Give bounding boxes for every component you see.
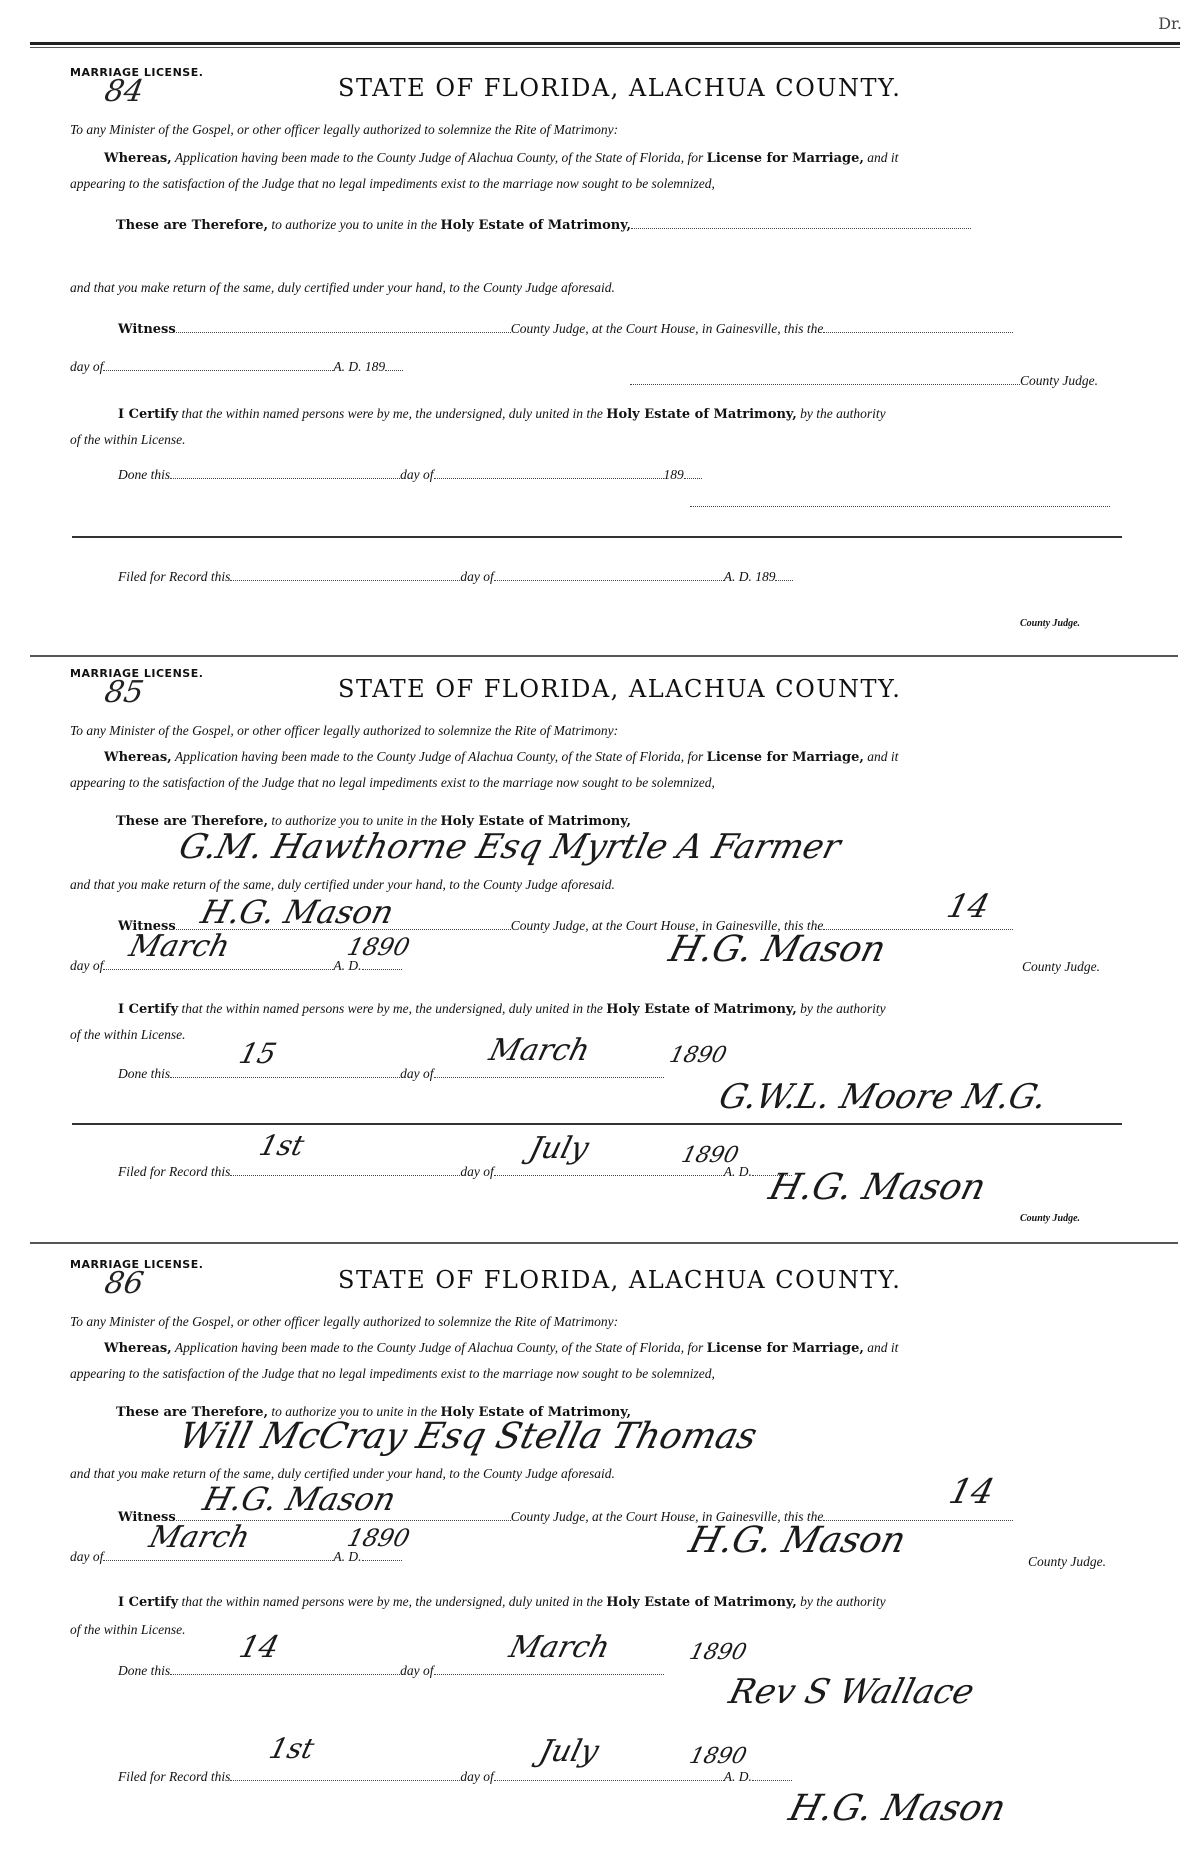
certify-line: I Certify that the within named persons were by me, the undersigned, duly united in the Holy Estate of Matrimony, by the authority (118, 1594, 886, 1610)
filed-year: 1890 (678, 1143, 742, 1168)
whereas-line: Whereas, Application having been made to the County Judge of Alachua County, of the State of Florida, for License for Marriage, and it (104, 1340, 899, 1356)
filed-month: July (535, 1734, 603, 1769)
license-month: March (125, 929, 234, 964)
whereas-line: Whereas, Application having been made to the County Judge of Alachua County, of the State of Florida, for License for Marriage, and it (104, 150, 899, 166)
these-are-line: These are Therefore, to authorize you to unite in the Holy Estate of Matrimony, (116, 216, 971, 233)
couple-names: Will McCray Esq Stella Thomas (174, 1416, 762, 1457)
county-judge-line: County Judge. (1028, 1554, 1106, 1569)
officiant-signature: G.W.L. Moore M.G. (715, 1077, 1052, 1117)
filing-rule (72, 536, 1122, 538)
whereas-line: Whereas, Application having been made to the County Judge of Alachua County, of the State of Florida, for License for Marriage, and it (104, 749, 899, 765)
license-label: MARRIAGE LICENSE. (70, 66, 204, 79)
appearing-line: appearing to the satisfaction of the Judge that no legal impediments exist to the marriage now sought to be solemnized, (70, 176, 715, 191)
witness-line: Witness County Judge, at the Court House, in Gainesville, this the (118, 1508, 1013, 1525)
license-number: 85 (101, 675, 147, 710)
day-of-line: day of A. D. 189 (70, 358, 403, 375)
county-judge-small: County Judge. (1020, 1213, 1081, 1224)
done-day: 15 (235, 1037, 280, 1070)
filed-signature: H.G. Mason (764, 1167, 990, 1208)
top-border (30, 42, 1180, 45)
witness-signature: H.G. Mason (197, 893, 398, 931)
license-title: STATE OF FLORIDA, ALACHUA COUNTY. (338, 1266, 902, 1294)
done-month: March (485, 1033, 594, 1068)
these-are-line: These are Therefore, to authorize you to unite in the Holy Estate of Matrimony, (116, 813, 632, 829)
license-title: STATE OF FLORIDA, ALACHUA COUNTY. (338, 74, 902, 102)
license-year: 1890 (344, 1524, 413, 1552)
filed-day: 1st (255, 1129, 308, 1162)
couple-names: G.M. Hawthorne Esq Myrtle A Farmer (175, 827, 845, 867)
filed-month: July (525, 1131, 593, 1166)
corner-mark: Dr. (1158, 14, 1182, 33)
appearing-line: appearing to the satisfaction of the Judge that no legal impediments exist to the marriage now sought to be solemnized, (70, 1366, 715, 1381)
witness-line: Witness County Judge, at the Court House, in Gainesville, this the (118, 320, 1013, 337)
address-line: To any Minister of the Gospel, or other officer legally authorized to solemnize the Rite of Matrimony: (70, 723, 619, 738)
within-license-line: of the within License. (70, 432, 186, 447)
filed-signature: H.G. Mason (784, 1788, 1010, 1829)
filed-year: 1890 (686, 1744, 750, 1769)
judge-signature: H.G. Mason (684, 1520, 910, 1561)
day-of-line: day of A. D. (70, 1548, 402, 1565)
license-month: March (145, 1520, 254, 1555)
section-divider (30, 1242, 1178, 1244)
certify-line: I Certify that the within named persons were by me, the undersigned, duly united in the Holy Estate of Matrimony, by the authority (118, 1001, 886, 1017)
witness-line: Witness County Judge, at the Court House, in Gainesville, this the (118, 917, 1013, 934)
done-month: March (505, 1630, 614, 1665)
license-date-day: 14 (943, 887, 994, 925)
done-this-line: Done this day of (118, 1065, 664, 1082)
within-license-line: of the within License. (70, 1622, 186, 1637)
within-license-line: of the within License. (70, 1027, 186, 1042)
these-are-line: These are Therefore, to authorize you to unite in the Holy Estate of Matrimony, (116, 1404, 632, 1420)
done-year: 1890 (666, 1043, 730, 1068)
county-judge-line: County Judge. (630, 372, 1098, 389)
return-line: and that you make return of the same, duly certified under your hand, to the County Judge aforesaid. (70, 1466, 615, 1481)
marriage-license-84 (70, 66, 1120, 646)
license-title: STATE OF FLORIDA, ALACHUA COUNTY. (338, 675, 902, 703)
county-judge-line: County Judge. (1022, 959, 1100, 974)
county-judge-small: County Judge. (1020, 618, 1081, 629)
license-date-day: 14 (945, 1472, 999, 1512)
top-border-thin (30, 47, 1180, 48)
return-line: and that you make return of the same, duly certified under your hand, to the County Judge aforesaid. (70, 280, 615, 295)
marriage-license-85 (70, 667, 1120, 1237)
filed-line: Filed for Record this day of A. D. (118, 1163, 792, 1180)
done-day: 14 (235, 1630, 283, 1665)
license-label: MARRIAGE LICENSE. (70, 667, 204, 680)
filed-line: Filed for Record this day of A. D. (118, 1768, 792, 1785)
address-line: To any Minister of the Gospel, or other officer legally authorized to solemnize the Rite of Matrimony: (70, 122, 619, 137)
filed-line: Filed for Record this day of A. D. 189 (118, 568, 793, 585)
appearing-line: appearing to the satisfaction of the Judge that no legal impediments exist to the marriage now sought to be solemnized, (70, 775, 715, 790)
license-label: MARRIAGE LICENSE. (70, 1258, 204, 1271)
day-of-line: day of A. D. (70, 957, 402, 974)
officiant-signature: Rev S Wallace (725, 1672, 979, 1712)
certify-line: I Certify that the within named persons were by me, the undersigned, duly united in the Holy Estate of Matrimony, by the authority (118, 406, 886, 422)
done-this-line: Done this day of 189 (118, 466, 702, 483)
license-number: 86 (101, 1266, 147, 1301)
done-this-line: Done this day of (118, 1662, 664, 1679)
return-line: and that you make return of the same, duly certified under your hand, to the County Judge aforesaid. (70, 877, 615, 892)
license-year: 1890 (344, 933, 413, 961)
done-year: 1890 (686, 1640, 750, 1665)
license-number: 84 (101, 74, 147, 109)
filed-day: 1st (265, 1732, 318, 1765)
filing-rule (72, 1123, 1122, 1125)
officiant-signature-line (690, 494, 1110, 511)
address-line: To any Minister of the Gospel, or other officer legally authorized to solemnize the Rite of Matrimony: (70, 1314, 619, 1329)
witness-signature: H.G. Mason (199, 1480, 400, 1518)
marriage-license-86 (70, 1258, 1120, 1848)
judge-signature: H.G. Mason (664, 929, 890, 970)
section-divider (30, 655, 1178, 657)
